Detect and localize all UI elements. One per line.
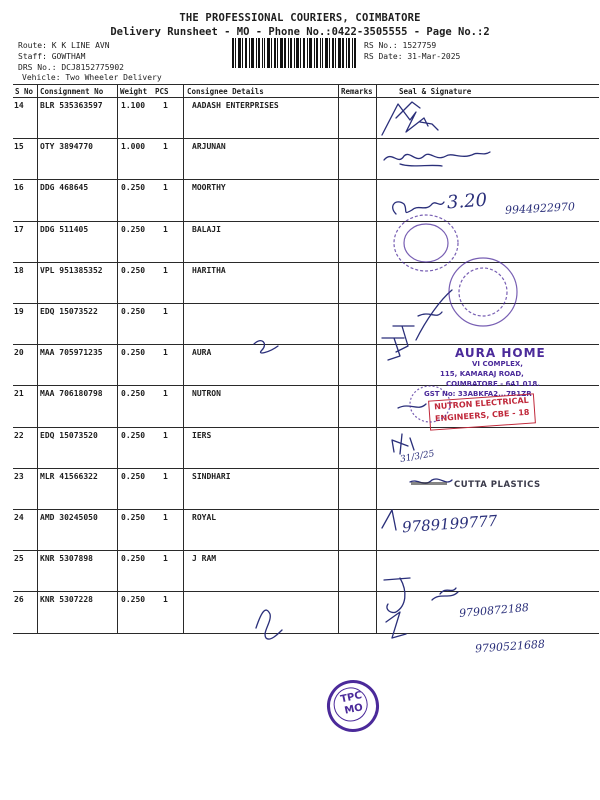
col-remarks: Remarks xyxy=(341,87,373,96)
signature-row15 xyxy=(384,152,490,160)
company-title: THE PROFESSIONAL COURIERS, COIMBATORE xyxy=(179,12,421,24)
col-sep xyxy=(37,262,38,303)
col-consignee: Consignee Details xyxy=(187,87,264,96)
aura-stamp-line2: 115, KAMARAJ ROAD, xyxy=(440,370,524,378)
col-sep xyxy=(338,262,339,303)
row-weight: 0.250 xyxy=(121,471,146,481)
col-sep xyxy=(117,344,118,385)
col-sep xyxy=(376,97,377,138)
row-weight: 0.250 xyxy=(121,265,146,275)
row-consignee: HARITHA xyxy=(192,265,226,275)
col-sep xyxy=(37,179,38,220)
col-sep xyxy=(376,179,377,220)
col-sep xyxy=(376,138,377,179)
row-consignment-no: KNR 5307898 xyxy=(40,554,93,564)
col-sep xyxy=(183,262,184,303)
signature-row16 xyxy=(393,202,444,214)
row-pcs: 1 xyxy=(163,554,168,564)
col-sep xyxy=(37,344,38,385)
row-consignment-no: EDQ 15073520 xyxy=(40,430,98,440)
row-pcs: 1 xyxy=(163,595,168,605)
col-sep xyxy=(183,591,184,632)
col-seal-signature: Seal & Signature xyxy=(399,87,472,96)
col-sep xyxy=(37,550,38,591)
col-sep xyxy=(117,468,118,509)
row-sno: 14 xyxy=(14,101,24,110)
signature-row25 xyxy=(384,578,410,613)
row-weight: 0.250 xyxy=(121,389,146,399)
row-rule xyxy=(13,633,599,634)
col-sep xyxy=(376,550,377,591)
row-consignment-no: MAA 705971235 xyxy=(40,348,103,358)
col-sep xyxy=(117,427,118,468)
row-rule xyxy=(13,221,599,222)
col-sep xyxy=(183,468,184,509)
col-sep xyxy=(117,591,118,632)
row-weight: 0.250 xyxy=(121,513,146,522)
row-consignment-no: BLR 535363597 xyxy=(40,101,103,110)
col-sep xyxy=(338,221,339,262)
aura-stamp-gst: GST No: 33ABKFA2...7B1ZR xyxy=(424,390,532,398)
row-weight: 0.250 xyxy=(121,595,146,605)
row-rule xyxy=(13,550,599,551)
col-sep xyxy=(117,550,118,591)
col-sep xyxy=(183,84,184,97)
runsheet-subtitle: Delivery Runsheet - MO - Phone No.:0422-3505555 - Page No.:2 xyxy=(110,26,490,38)
col-sep xyxy=(37,303,38,344)
row-consignee: MOORTHY xyxy=(192,183,226,193)
col-sep xyxy=(338,385,339,426)
col-sep xyxy=(376,84,377,97)
row-pcs: 1 xyxy=(163,471,168,481)
col-sep xyxy=(338,468,339,509)
row-consignment-no: MAA 706180798 xyxy=(40,389,103,399)
col-sep xyxy=(338,427,339,468)
col-sep xyxy=(183,344,184,385)
col-sep xyxy=(117,84,118,97)
col-sep xyxy=(37,138,38,179)
col-sep xyxy=(376,221,377,262)
row-rule xyxy=(13,262,599,263)
row-consignment-no: DDG 511405 xyxy=(40,224,89,234)
col-sep xyxy=(117,97,118,138)
row-rule xyxy=(13,179,599,180)
col-sno: S No xyxy=(15,87,34,96)
row-sno: 18 xyxy=(14,265,24,275)
row-sno: 19 xyxy=(14,307,24,316)
row-sno: 26 xyxy=(14,595,24,605)
col-sep xyxy=(37,468,38,509)
row-consignment-no: MLR 41566322 xyxy=(40,471,98,481)
row-consignee: BALAJI xyxy=(192,224,221,234)
row-consignment-no: AMD 30245050 xyxy=(40,513,98,522)
vehicle-label: Vehicle: Two Wheeler Delivery xyxy=(22,73,162,82)
row-weight: 0.250 xyxy=(121,554,146,564)
nutron-stamp xyxy=(428,393,536,430)
row-weight: 0.250 xyxy=(121,307,146,316)
rs-date: RS Date: 31-Mar-2025 xyxy=(364,52,461,61)
aura-stamp-line1: VI COMPLEX, xyxy=(472,360,523,368)
row-pcs: 1 xyxy=(163,389,168,399)
aura-stamp-line3: COIMBATORE - 641 018. xyxy=(446,380,540,388)
nutron-stamp-line2: ENGINEERS, CBE - 18 xyxy=(434,407,530,424)
row-pcs: 1 xyxy=(163,307,168,316)
signature-row26 xyxy=(386,612,406,638)
row-sno: 25 xyxy=(14,554,24,564)
col-sep xyxy=(338,550,339,591)
row-weight: 0.250 xyxy=(121,224,146,234)
aura-stamp-name: AURA HOME xyxy=(455,346,546,360)
col-sep xyxy=(183,385,184,426)
row-rule xyxy=(13,468,599,469)
row-pcs: 1 xyxy=(163,183,168,193)
col-sep xyxy=(338,138,339,179)
col-sep xyxy=(376,262,377,303)
row-sno: 22 xyxy=(14,430,24,440)
row-rule xyxy=(13,138,599,139)
tpc-stamp-top: TPC xyxy=(339,690,363,706)
row-consignee: AADASH ENTERPRISES xyxy=(192,101,279,110)
col-sep xyxy=(183,138,184,179)
col-sep xyxy=(376,427,377,468)
row-pcs: 1 xyxy=(163,265,168,275)
cutta-stamp: CUTTA PLASTICS xyxy=(454,480,541,490)
row-sno: 16 xyxy=(14,183,24,193)
col-pcs: PCS xyxy=(155,87,169,96)
col-sep xyxy=(376,591,377,632)
row-pcs: 1 xyxy=(163,224,168,234)
row-pcs: 1 xyxy=(163,348,168,358)
col-sep xyxy=(117,179,118,220)
col-sep xyxy=(183,427,184,468)
row-sno: 17 xyxy=(14,224,24,234)
route-label: Route: K K LINE AVN xyxy=(18,41,110,50)
col-sep xyxy=(376,509,377,550)
col-sep xyxy=(183,97,184,138)
row-sno: 15 xyxy=(14,142,24,152)
table-top-rule xyxy=(13,84,599,85)
row-consignment-no: OTY 3894770 xyxy=(40,142,93,152)
col-sep xyxy=(183,550,184,591)
staff-label: Staff: GOWTHAM xyxy=(18,52,86,61)
row-consignee: IERS xyxy=(192,430,212,440)
col-sep xyxy=(376,385,377,426)
col-sep xyxy=(37,427,38,468)
row-rule xyxy=(13,427,599,428)
signature-row22 xyxy=(392,434,414,454)
row-consignment-no: VPL 951385352 xyxy=(40,265,103,275)
row-consignment-no: DDG 468645 xyxy=(40,183,89,193)
row-pcs: 1 xyxy=(163,430,168,440)
handwritten-phone-row26a: 9790872188 xyxy=(458,600,530,621)
handwritten-phone-row24: 9789199777 xyxy=(401,511,498,537)
handwritten-phone-row26b: 9790521688 xyxy=(474,637,546,656)
drs-label: DRS No.: DCJ8152775902 xyxy=(18,63,124,72)
row-weight: 1.100 xyxy=(121,101,146,110)
col-sep xyxy=(338,97,339,138)
row-weight: 0.250 xyxy=(121,430,146,440)
col-sep xyxy=(37,385,38,426)
col-sep xyxy=(338,84,339,97)
col-sep xyxy=(117,138,118,179)
col-sep xyxy=(37,84,38,97)
col-sep xyxy=(117,221,118,262)
handwritten-phone-row16: 9944922970 xyxy=(504,200,576,217)
purple-round-stamp-2 xyxy=(449,258,517,326)
col-sep xyxy=(338,179,339,220)
row-sno: 21 xyxy=(14,389,24,399)
col-sep xyxy=(183,221,184,262)
tpc-stamp xyxy=(322,675,384,737)
row-sno: 20 xyxy=(14,348,24,358)
col-sep xyxy=(338,344,339,385)
row-consignee: ARJUNAN xyxy=(192,142,226,152)
signature-row20-initial xyxy=(254,341,278,353)
row-consignee: AURA xyxy=(192,348,212,358)
col-sep xyxy=(338,509,339,550)
row-weight: 1.000 xyxy=(121,142,146,152)
row-consignee: NUTRON xyxy=(192,389,221,399)
tpc-stamp-bottom: MO xyxy=(343,702,364,717)
row-sno: 24 xyxy=(14,513,24,522)
handwritten-date: 31/3/25 xyxy=(399,449,436,465)
col-sep xyxy=(37,221,38,262)
row-rule xyxy=(13,591,599,592)
col-weight: Weight xyxy=(120,87,148,96)
nutron-stamp-line1: NUTRON ELECTRICAL xyxy=(433,395,529,412)
col-sep xyxy=(338,591,339,632)
row-rule xyxy=(13,303,599,304)
col-sep xyxy=(183,509,184,550)
col-sep xyxy=(376,303,377,344)
row-consignment-no: EDQ 15073522 xyxy=(40,307,98,316)
col-sep xyxy=(376,468,377,509)
row-consignee: J RAM xyxy=(192,554,217,564)
row-pcs: 1 xyxy=(163,101,168,110)
col-sep xyxy=(183,179,184,220)
handwritten-time: 3.20 xyxy=(446,189,488,214)
col-sep xyxy=(117,509,118,550)
table-header-rule xyxy=(13,97,599,98)
row-consignee: SINDHARI xyxy=(192,471,231,481)
col-sep xyxy=(117,385,118,426)
row-weight: 0.250 xyxy=(121,183,146,193)
col-sep xyxy=(338,303,339,344)
col-sep xyxy=(37,591,38,632)
signature-row19 xyxy=(393,290,452,352)
row-consignee: ROYAL xyxy=(192,513,217,522)
row-pcs: 1 xyxy=(163,513,168,522)
row-consignment-no: KNR 5307228 xyxy=(40,595,93,605)
col-sep xyxy=(37,97,38,138)
barcode-icon xyxy=(232,38,356,68)
col-sep xyxy=(117,262,118,303)
col-sep xyxy=(183,303,184,344)
row-sno: 23 xyxy=(14,471,24,481)
row-rule xyxy=(13,509,599,510)
col-consignment: Consignment No xyxy=(40,87,104,96)
row-pcs: 1 xyxy=(163,142,168,152)
col-sep xyxy=(376,344,377,385)
row-weight: 0.250 xyxy=(121,348,146,358)
col-sep xyxy=(117,303,118,344)
signature-row14 xyxy=(382,104,438,135)
rs-number: RS No.: 1527759 xyxy=(364,41,437,50)
col-sep xyxy=(37,509,38,550)
